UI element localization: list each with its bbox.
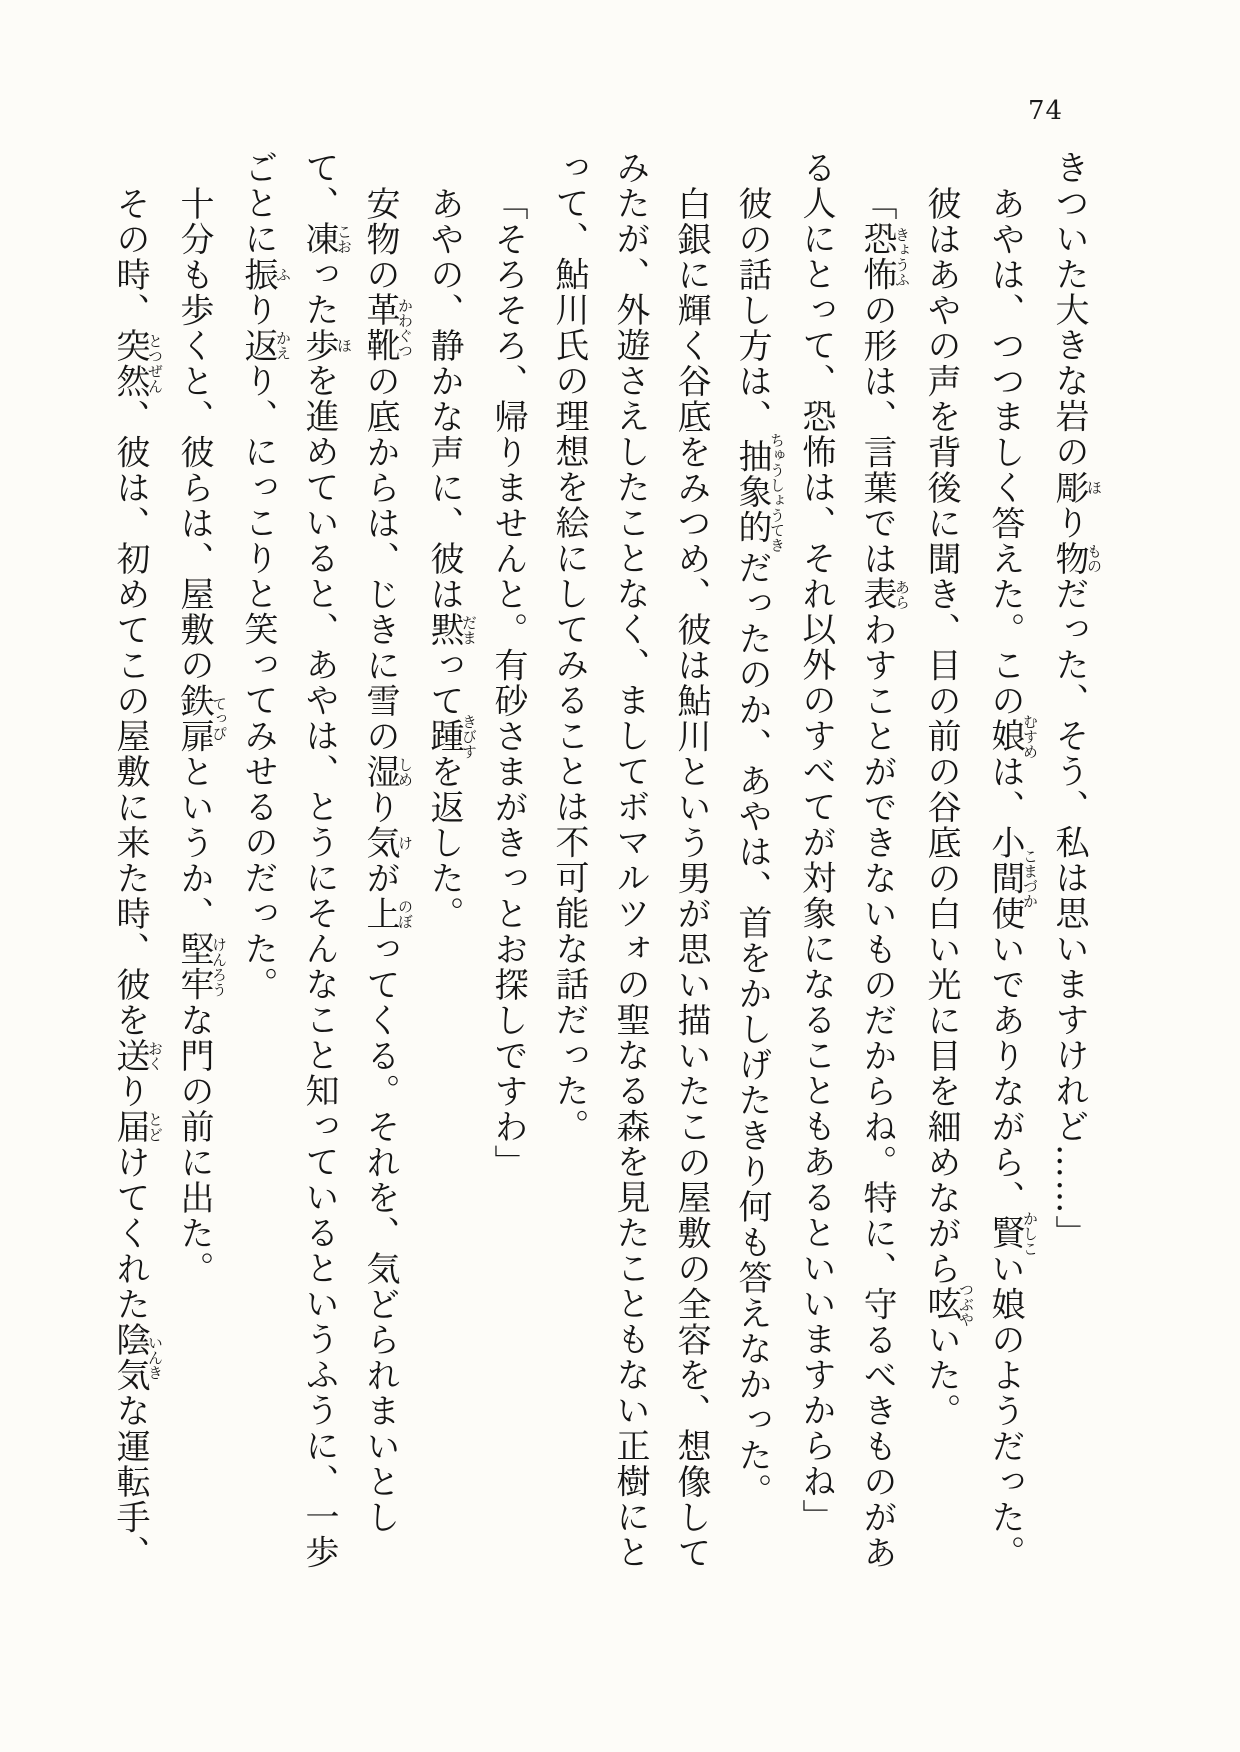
furigana-text: だま: [460, 611, 478, 647]
furigana-annotated-word: 表あら: [857, 576, 911, 612]
paragraph: 十分も歩くと、彼らは、屋敷の鉄扉てっぴというか、堅牢けんろうな門の前に出た。: [174, 185, 228, 1286]
furigana-annotated-word: 返かえ: [238, 327, 292, 363]
furigana-annotated-word: 陰気いんき: [110, 1321, 164, 1393]
paragraph: 「そろそろ、帰りませんと。有砂さまがきっとお探しですわ」: [488, 185, 528, 1180]
text-block: [110, 150, 1103, 1602]
furigana-annotated-word: 呟つぶや: [921, 1281, 975, 1327]
furigana-text: ちゅうしょうてき: [768, 431, 786, 552]
furigana-text: ほ: [335, 327, 353, 363]
furigana-text: いんき: [146, 1321, 164, 1393]
furigana-annotated-word: 湿しめ: [360, 753, 414, 789]
furigana-text: ほ: [1085, 469, 1103, 505]
paragraph: その時、突然とつぜん、彼は、初めてこの屋敷に来た時、彼を送おくり届とどけてくれた陰気いんきな運転手、: [110, 185, 164, 1570]
furigana-annotated-word: 送おく: [110, 1037, 164, 1073]
furigana-text: しめ: [396, 753, 414, 789]
paragraph: きついた大きな岩の彫ほり物ものだった、そう、私は思いますけれど……」: [1049, 150, 1103, 1251]
paragraph: 彼はあやの声を背後に聞き、目の前の谷底の白い光に目を細めながら呟つぶやいた。: [921, 185, 975, 1428]
furigana-text: とつぜん: [146, 327, 164, 399]
paragraph: あやの、静かな声に、彼は黙だまって踵きびすを返した。: [424, 185, 478, 931]
furigana-text: かえ: [274, 327, 292, 363]
furigana-annotated-word: 恐怖きょうふ: [857, 221, 911, 292]
furigana-annotated-word: 小間使こまづか: [985, 824, 1039, 931]
furigana-text: むすめ: [1021, 713, 1039, 759]
furigana-text: け: [396, 824, 414, 860]
paragraph: 彼の話し方は、抽象的ちゅうしょうてきだったのか、あやは、首をかしげたきり何も答えなかった。: [732, 185, 786, 1508]
furigana-text: もの: [1085, 540, 1103, 576]
furigana-annotated-word: 堅牢けんろう: [174, 931, 228, 1002]
paragraph: あやは、つつましく答えた。この娘むすめは、小間使こまづかいでありながら、賢かしこい娘のようだった。: [985, 185, 1039, 1570]
furigana-text: てっぴ: [210, 682, 228, 754]
page-number: 74: [1028, 96, 1064, 126]
furigana-text: きびす: [460, 713, 478, 759]
furigana-text: こお: [335, 221, 353, 257]
furigana-annotated-word: 凍こお: [299, 221, 353, 257]
furigana-text: おく: [146, 1037, 164, 1073]
furigana-annotated-word: 物もの: [1049, 540, 1103, 576]
furigana-annotated-word: 振ふ: [238, 256, 292, 292]
furigana-text: のぼ: [396, 895, 414, 931]
furigana-annotated-word: 届とど: [110, 1108, 164, 1144]
furigana-annotated-word: 上のぼ: [360, 895, 414, 931]
furigana-annotated-word: 彫ほ: [1049, 469, 1103, 505]
furigana-annotated-word: 突然とつぜん: [110, 327, 164, 399]
furigana-annotated-word: 賢かしこ: [985, 1210, 1039, 1256]
furigana-annotated-word: 抽象的ちゅうしょうてき: [732, 431, 786, 552]
furigana-text: とど: [146, 1108, 164, 1144]
furigana-annotated-word: 革靴かわぐつ: [360, 292, 414, 363]
paragraph: 「恐怖きょうふの形は、言葉では表あらわすことができないものだからね。特に、守るべきものがある人にとって、恐怖は、それ以外のすべてが対象になることもあるといいますからね」: [796, 150, 911, 1570]
paragraph: 白銀に輝く谷底をみつめ、彼は鮎川という男が思い描いたこの屋敷の全容を、想像してみたが、外遊さえしたことなく、ましてボマルツォの聖なる森を見たこともない正樹にとって、鮎川氏の理想を絵にしてみることは不可能な話だった。: [549, 150, 711, 1570]
furigana-annotated-word: 気け: [360, 824, 414, 860]
furigana-annotated-word: 黙だま: [424, 611, 478, 647]
furigana-text: つぶや: [957, 1281, 975, 1327]
furigana-text: きょうふ: [893, 221, 911, 292]
furigana-text: あら: [893, 576, 911, 612]
furigana-text: かしこ: [1021, 1210, 1039, 1256]
furigana-annotated-word: 鉄扉てっぴ: [174, 682, 228, 754]
furigana-text: けんろう: [210, 931, 228, 1002]
furigana-annotated-word: 娘むすめ: [985, 713, 1039, 759]
paragraph: 安物の革靴かわぐつの底からは、じきに雪の湿しめり気けが上のぼってくる。それを、気どられまいとして、凍こおった歩ほを進めていると、あやは、とうにそんなこと知っているというふうに、一歩ごとに振ふり返かえり、にっこりと笑ってみせるのだった。: [238, 150, 414, 1570]
furigana-annotated-word: 踵きびす: [424, 713, 478, 759]
furigana-text: こまづか: [1021, 824, 1039, 931]
furigana-text: かわぐつ: [396, 292, 414, 363]
furigana-annotated-word: 歩ほ: [299, 327, 353, 363]
furigana-text: ふ: [274, 256, 292, 292]
